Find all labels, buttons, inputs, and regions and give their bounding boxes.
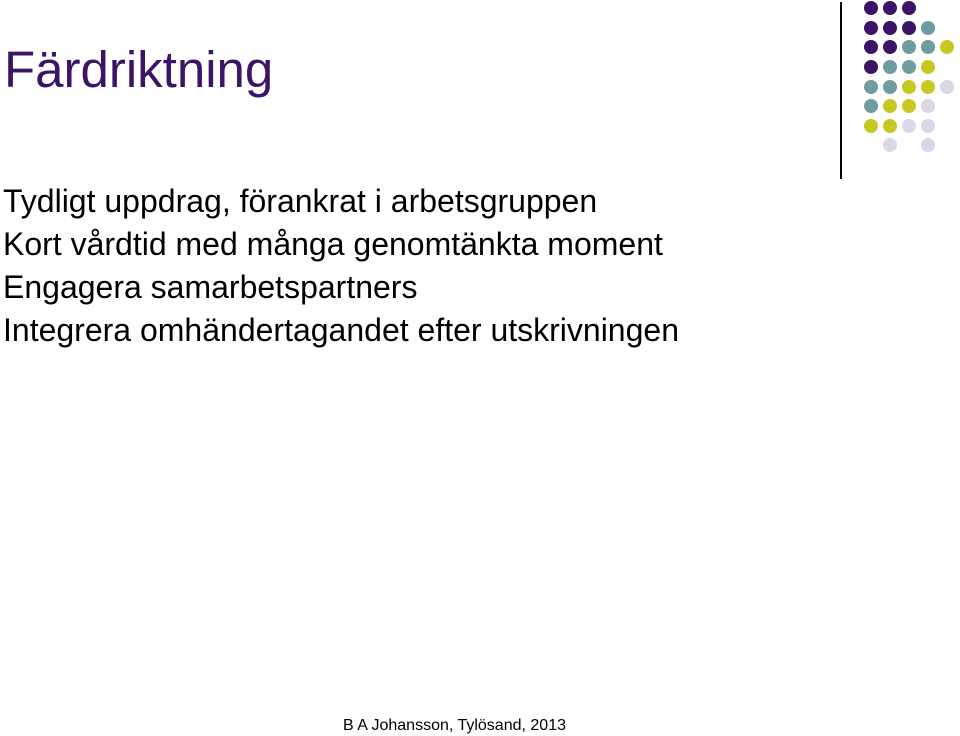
decorative-dot	[940, 80, 954, 94]
decorative-dot	[864, 60, 878, 74]
decorative-dot	[921, 40, 935, 54]
decorative-dot	[902, 40, 916, 54]
decorative-dot	[864, 99, 878, 113]
decorative-dot	[921, 138, 935, 152]
decorative-dot	[902, 80, 916, 94]
decorative-dot	[883, 138, 897, 152]
bullet-list	[3, 180, 679, 352]
decorative-dot	[864, 40, 878, 54]
decorative-dot	[883, 1, 897, 15]
slide-footer: B A Johansson, Tylösand, 2013	[343, 717, 566, 734]
decorative-dot	[921, 60, 935, 74]
decorative-dot	[921, 119, 935, 133]
bullet-item: Tydligt uppdrag, förankrat i arbetsgruppen	[3, 183, 598, 219]
bullet-item: Engagera samarbetspartners	[3, 269, 418, 305]
decorative-dot	[883, 21, 897, 35]
decorative-dot	[902, 99, 916, 113]
decorative-dot	[902, 60, 916, 74]
decorative-dot	[864, 21, 878, 35]
decorative-vertical-line	[840, 2, 842, 179]
decorative-dot	[883, 60, 897, 74]
decorative-dot	[921, 21, 935, 35]
decorative-dot	[864, 80, 878, 94]
decorative-dot	[921, 80, 935, 94]
decorative-dot	[902, 21, 916, 35]
decorative-dot	[883, 40, 897, 54]
decorative-dot	[902, 1, 916, 15]
decorative-dot	[864, 1, 878, 15]
decorative-dot	[864, 119, 878, 133]
slide-title: Färdriktning	[4, 41, 274, 98]
decorative-dot	[921, 99, 935, 113]
decorative-dot	[883, 99, 897, 113]
decorative-dot	[883, 119, 897, 133]
decorative-dot	[940, 40, 954, 54]
bullet-item: Kort vårdtid med många genomtänkta moment	[3, 226, 663, 262]
decorative-dot	[883, 80, 897, 94]
decorative-dot	[902, 119, 916, 133]
bullet-item: Integrera omhändertagandet efter utskrivningen	[3, 312, 679, 348]
